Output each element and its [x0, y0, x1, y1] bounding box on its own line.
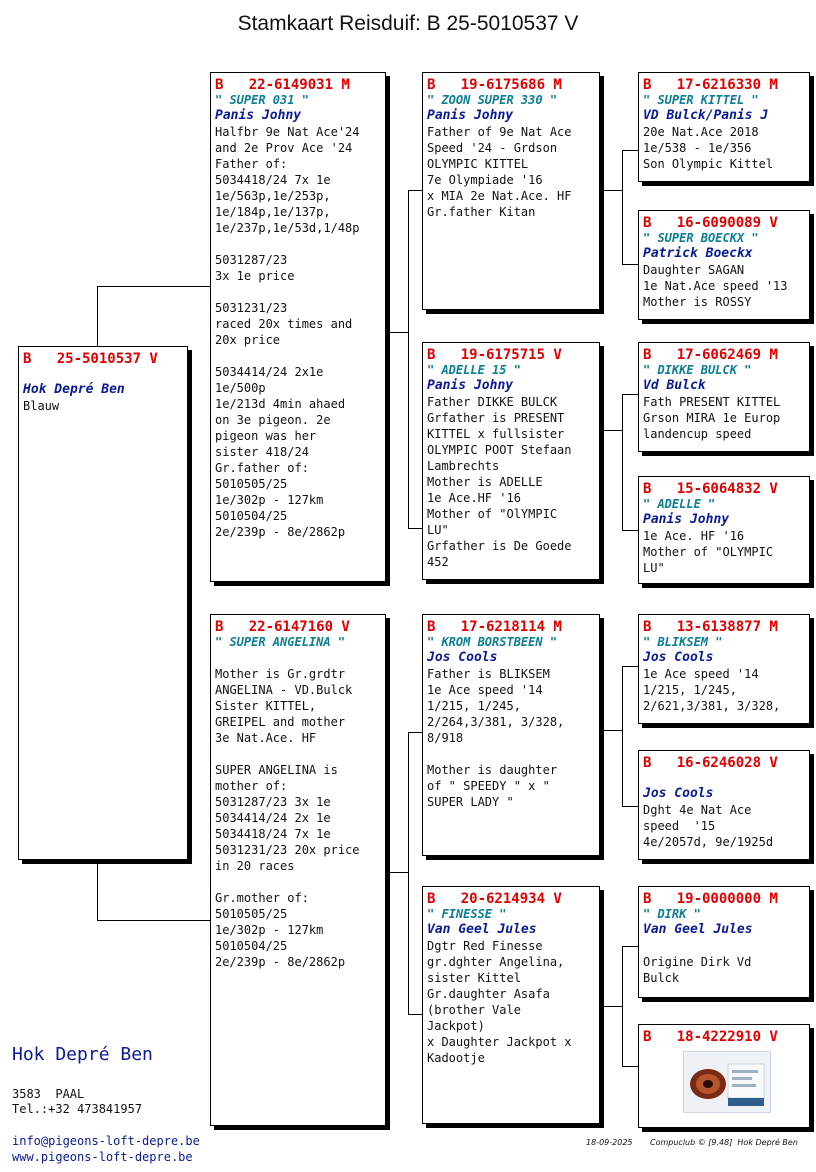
sire-dam-name: " ADELLE 15 " — [427, 363, 521, 377]
dam-name: " SUPER ANGELINA " — [215, 635, 346, 649]
connector-sire-sd — [408, 528, 422, 529]
owner-name: Hok Depré Ben — [12, 1044, 153, 1065]
sds-ring-number: B 17-6062469 M — [643, 347, 778, 363]
ssd-ring-number: B 16-6090089 V — [643, 215, 778, 231]
dam-card[interactable] — [210, 614, 386, 1126]
connector-sire-ss — [408, 190, 422, 191]
footer-date: 18-09-2025 — [586, 1138, 633, 1147]
footer-credit: Compuclub © [9.48] Hok Depré Ben — [650, 1138, 798, 1147]
sire-sire-name: " ZOON SUPER 330 " — [427, 93, 558, 107]
connector-sd-v — [622, 394, 623, 530]
sss-name: " SUPER KITTEL " — [643, 93, 759, 107]
connector-dam-stub — [388, 872, 408, 873]
dsd-name — [643, 771, 805, 786]
connector-ss-ssd — [622, 264, 638, 265]
ddd-ring-number: B 18-4222910 V — [643, 1029, 778, 1045]
subject-color: Blauw — [23, 399, 60, 413]
owner-phone: Tel.:+32 473841957 — [12, 1102, 143, 1116]
connector-sd-sds — [622, 394, 638, 395]
connector-ds-stub — [602, 730, 622, 731]
dsd-breeder: Jos Cools — [643, 786, 714, 801]
sire-info: Halfbr 9e Nat Ace'24 and 2e Prov Ace '24 Father of: 5034418/24 7x 1e 1e/563p,1e/253p, 1e/184p,1e/137p, 1e/237p,1e/53d,1/48p 5031287/23 3x 1e price 5031231/23 raced 20x times and 20x price 5034414/24 2x1e 1e/500p 1e/213d 4min ahaed on 3e pigeon. 2e pigeon was her sister 418/24 Gr.father of: 5010505/25 1e/302p - 127km 5010504/25 2e/239p - 8e/2862p — [215, 125, 360, 539]
pigeon-photo — [683, 1051, 771, 1113]
sdd-info: 1e Ace. HF '16 Mother of "OLYMPIC LU" — [643, 529, 774, 575]
sire-dam-info: Father DIKKE BULCK Grfather is PRESENT KITTEL x fullsister OLYMPIC POOT Stefaan Lambrechts Mother is ADELLE 1e Ace.HF '16 Mother of "OlYMPIC LU" Grfather is De Goede 452 — [427, 395, 572, 569]
dss-info: 1e Ace speed '14 1/215, 1/245, 2/621,3/381, 3/328, — [643, 667, 781, 713]
dds-name: " DIRK " — [643, 907, 701, 921]
connector-dam-v — [408, 732, 409, 1014]
sds-card[interactable] — [638, 342, 810, 452]
connector-subject-sire-v — [97, 286, 98, 348]
sdd-name: " ADELLE " — [643, 497, 716, 511]
dam-sire-info: Father is BLIKSEM 1e Ace speed '14 1/215, 1/245, 2/264,3/381, 3/328, 8/918 Mother is daughter of " SPEEDY " x " SUPER LADY " — [427, 667, 565, 809]
ssd-info: Daughter SAGAN 1e Nat.Ace speed '13 Mother is ROSSY — [643, 263, 788, 309]
connector-dam-ds — [408, 732, 422, 733]
sdd-card[interactable] — [638, 476, 810, 584]
dam-sire-breeder: Jos Cools — [427, 650, 498, 665]
dam-dam-name: " FINESSE " — [427, 907, 507, 921]
connector-dd-v — [622, 946, 623, 1066]
connector-ds-v — [622, 666, 623, 806]
sire-dam-breeder: Panis Johny — [427, 378, 514, 393]
subject-card[interactable] — [18, 346, 188, 860]
connector-dd-dds — [622, 946, 638, 947]
sss-info: 20e Nat.Ace 2018 1e/538 - 1e/356 Son Olympic Kittel — [643, 125, 774, 171]
sdd-breeder: Panis Johny — [643, 512, 730, 527]
sire-sire-card[interactable] — [422, 72, 600, 310]
sire-dam-card[interactable] — [422, 342, 600, 580]
dam-sire-ring-number: B 17-6218114 M — [427, 619, 562, 635]
connector-dd-stub — [602, 1006, 622, 1007]
sire-card[interactable] — [210, 72, 386, 582]
sds-name: " DIKKE BULCK " — [643, 363, 752, 377]
connector-sd-stub — [602, 430, 622, 431]
connector-sire-v — [408, 190, 409, 528]
connector-ds-dsd — [622, 806, 638, 807]
connector-ds-dss — [622, 666, 638, 667]
dds-breeder: Van Geel Jules — [643, 922, 753, 937]
sire-breeder: Panis Johny — [215, 108, 302, 123]
sss-breeder: VD Bulck/Panis J — [643, 108, 769, 123]
dam-info: Mother is Gr.grdtr ANGELINA - VD.Bulck Sister KITTEL, GREIPEL and mother 3e Nat.Ace. HF SUPER ANGELINA is mother of: 5031287/23 3x 1e 5034414/24 2x 1e 5034418/24 7x 1e 5031231/23 20x price in 20 races Gr.mother of: 5010505/25 1e/302p - 127km 5010504/25 2e/239p - 8e/2862p — [215, 667, 360, 969]
dds-card[interactable] — [638, 886, 810, 998]
dss-name: " BLIKSEM " — [643, 635, 723, 649]
connector-ss-stub — [602, 190, 622, 191]
connector-sire-stub — [388, 332, 408, 333]
dds-ring-number: B 19-0000000 M — [643, 891, 778, 907]
ssd-name: " SUPER BOECKX " — [643, 231, 759, 245]
dam-sire-name: " KROM BORSTBEEN " — [427, 635, 558, 649]
owner-email-link[interactable]: info@pigeons-loft-depre.be — [12, 1134, 200, 1148]
subject-owner: Hok Depré Ben — [23, 382, 125, 397]
sire-sire-info: Father of 9e Nat Ace Speed '24 - Grdson OLYMPIC KITTEL 7e Olympiade '16 x MIA 2e Nat.Ace. HF Gr.father Kitan — [427, 125, 572, 219]
dss-card[interactable] — [638, 614, 810, 724]
sdd-ring-number: B 15-6064832 V — [643, 481, 778, 497]
sire-sire-ring-number: B 19-6175686 M — [427, 77, 562, 93]
dam-dam-breeder: Van Geel Jules — [427, 922, 537, 937]
dam-ring-number: B 22-6147160 V — [215, 619, 350, 635]
dam-dam-info: Dgtr Red Finesse gr.dghter Angelina, sister Kittel Gr.daughter Asafa (brother Vale Jackpot) x Daughter Jackpot x Kadootje — [427, 939, 572, 1065]
sds-breeder: Vd Bulck — [643, 378, 706, 393]
page-title: Stamkaart Reisduif: B 25-5010537 V — [237, 12, 579, 35]
owner-address: 3583 PAAL — [12, 1087, 85, 1101]
sire-ring-number: B 22-6149031 M — [215, 77, 350, 93]
dam-dam-ring-number: B 20-6214934 V — [427, 891, 562, 907]
ddd-card[interactable] — [638, 1024, 810, 1128]
sds-info: Fath PRESENT KITTEL Grson MIRA 1e Europ landencup speed — [643, 395, 781, 441]
sss-ring-number: B 17-6216330 M — [643, 77, 778, 93]
dsd-info: Dght 4e Nat Ace speed '15 4e/2057d, 9e/1925d — [643, 803, 774, 849]
dsd-card[interactable] — [638, 750, 810, 860]
sire-name: " SUPER 031 " — [215, 93, 309, 107]
dds-info: Origine Dirk Vd Bulck — [643, 955, 752, 985]
subject-ring-number: B 25-5010537 V — [23, 351, 158, 367]
sire-sire-breeder: Panis Johny — [427, 108, 514, 123]
ssd-breeder: Patrick Boeckx — [643, 246, 753, 261]
connector-dam-dd — [408, 1014, 422, 1015]
sire-dam-ring-number: B 19-6175715 V — [427, 347, 562, 363]
connector-ss-v — [622, 150, 623, 264]
connector-dd-ddd — [622, 1066, 638, 1067]
owner-website-link[interactable]: www.pigeons-loft-depre.be — [12, 1150, 193, 1164]
connector-subject-sire-h — [97, 286, 210, 287]
dam-sire-card[interactable] — [422, 614, 600, 856]
dss-breeder: Jos Cools — [643, 650, 714, 665]
connector-subject-dam-h — [97, 920, 210, 921]
sss-card[interactable] — [638, 72, 810, 182]
ssd-card[interactable] — [638, 210, 810, 320]
connector-ss-sss — [622, 150, 638, 151]
dss-ring-number: B 13-6138877 M — [643, 619, 778, 635]
connector-subject-dam-v — [97, 862, 98, 920]
dam-breeder — [215, 650, 381, 666]
dsd-ring-number: B 16-6246028 V — [643, 755, 778, 771]
connector-sd-sdd — [622, 530, 638, 531]
dam-dam-card[interactable] — [422, 886, 600, 1124]
